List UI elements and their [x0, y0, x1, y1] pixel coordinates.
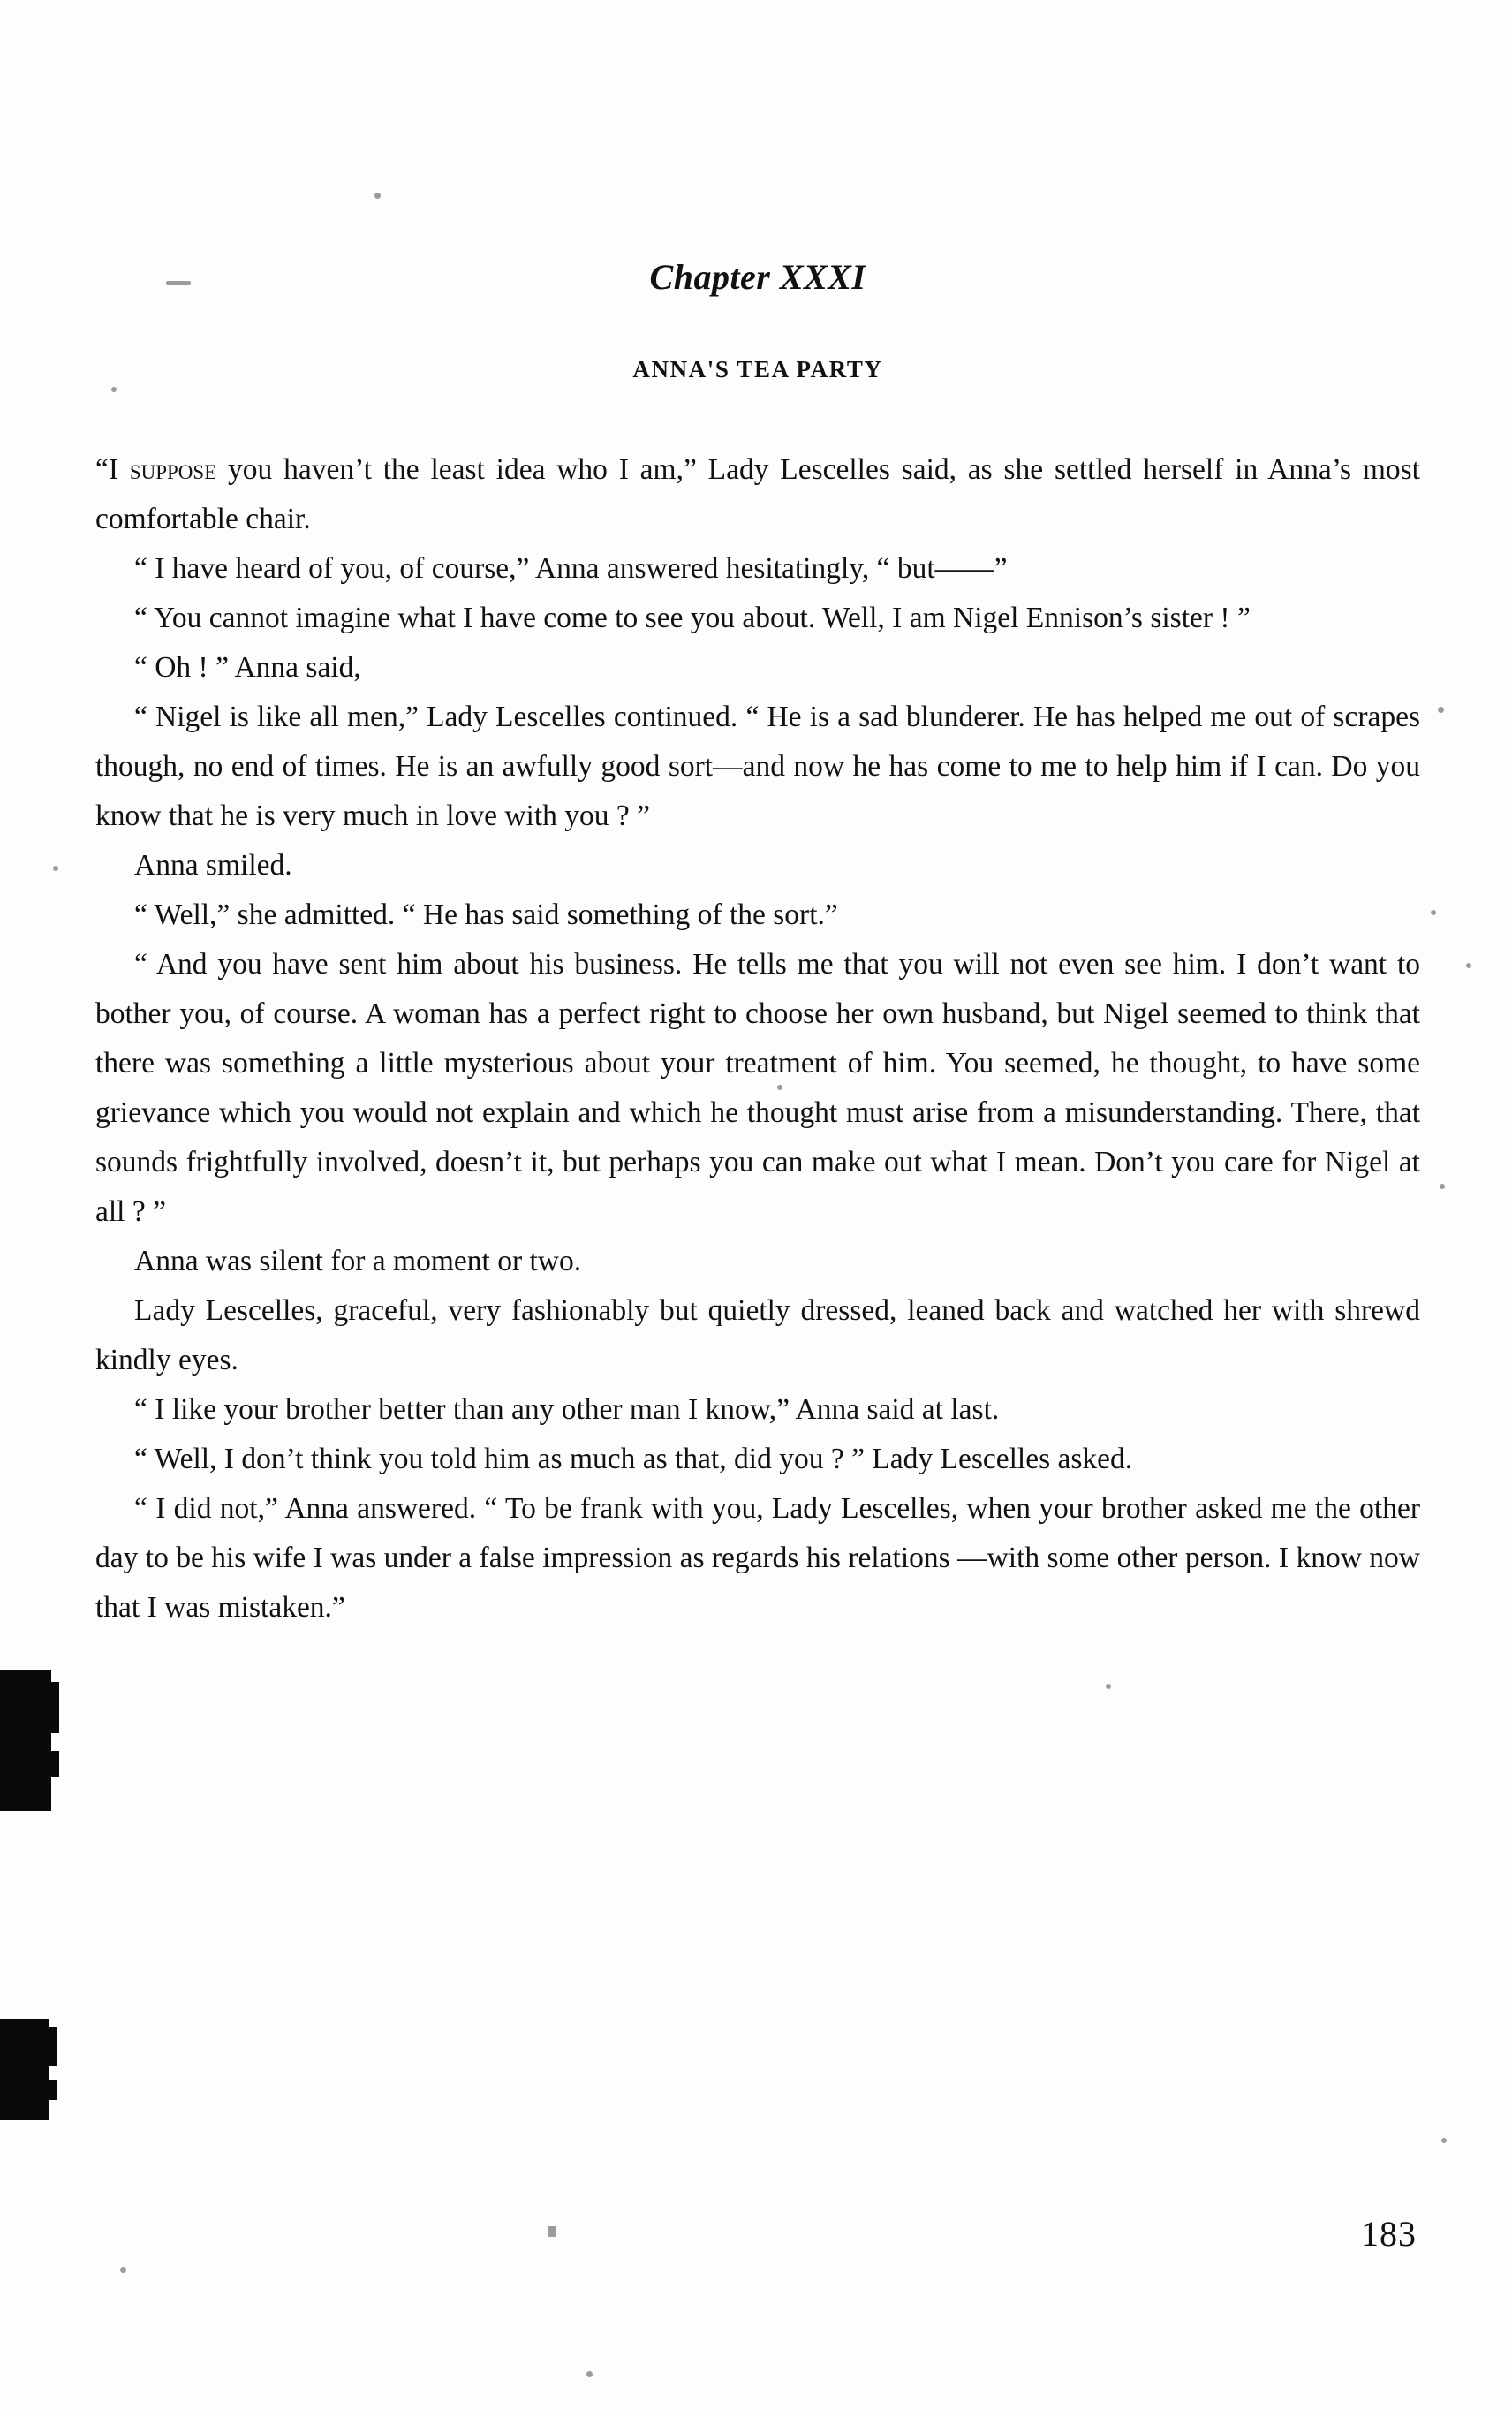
- scan-speck: [548, 2226, 556, 2237]
- paragraph: “I suppose you haven’t the least idea who I am,” Lady Lescelles said, as she settled herself in Anna’s most comfortable chair.: [95, 453, 1420, 535]
- page-number: 183: [1361, 2214, 1417, 2254]
- page-text-block: [95, 256, 1420, 1633]
- scan-speck: [53, 866, 58, 871]
- scan-speck: [1466, 963, 1471, 968]
- scan-speck: [374, 193, 381, 199]
- paragraph: “ Well, I don’t think you told him as much as that, did you ? ” Lady Lescelles asked.: [134, 1443, 1133, 1475]
- paragraph: “ You cannot imagine what I have come to see you about. Well, I am Nigel Ennison’s sister ! ”: [134, 602, 1251, 634]
- paragraph: Lady Lescelles, graceful, very fashionably but quietly dressed, leaned back and watched her with shrewd kindly eyes.: [95, 1294, 1420, 1376]
- chapter-subtitle: ANNA'S TEA PARTY: [632, 356, 883, 383]
- paragraph: “ Oh ! ” Anna said,: [134, 651, 361, 684]
- scan-speck: [1106, 1684, 1111, 1689]
- paragraph: “ And you have sent him about his business. He tells me that you will not even see him. I don’t want to bother you, of course. A woman has a perfect right to choose her own husband, but Nigel seemed to think that there was something a little mysterious about your treatment of him. You seemed, he thought, to have some grievance which you would not explain and which he thought must arise from a misunderstanding. There, that sounds frightfully involved, doesn’t it, but perhaps you can make out what I mean. Don’t you care for Nigel at all ? ”: [95, 948, 1420, 1228]
- binding-mark: [0, 2019, 49, 2120]
- paragraph: “ I have heard of you, of course,” Anna answered hesitatingly, “ but——”: [134, 552, 1008, 585]
- scan-speck: [586, 2371, 593, 2377]
- paragraph: Anna smiled.: [134, 849, 292, 882]
- paragraph: “ I did not,” Anna answered. “ To be frank with you, Lady Lescelles, when your brother asked me the other day to be his wife I was under a false impression as regards his relations —with some other person. I know now that I was mistaken.”: [95, 1492, 1420, 1624]
- scan-speck: [120, 2267, 126, 2273]
- binding-mark: [0, 1670, 51, 1811]
- scan-speck: [1438, 707, 1444, 713]
- scan-speck: [1441, 2138, 1447, 2143]
- chapter-title: Chapter XXXI: [649, 257, 866, 297]
- paragraph: Anna was silent for a moment or two.: [134, 1245, 582, 1277]
- scan-speck: [1431, 910, 1436, 915]
- scan-speck: [1440, 1184, 1445, 1189]
- paragraph: “ I like your brother better than any other man I know,” Anna said at last.: [134, 1393, 1000, 1426]
- paragraph: “ Well,” she admitted. “ He has said something of the sort.”: [134, 898, 838, 931]
- paragraph: “ Nigel is like all men,” Lady Lescelles continued. “ He is a sad blunderer. He has helped me out of scrapes though, no end of times. He is an awfully good sort—and now he has come to me to help him if I can. Do you know that he is very much in love with you ? ”: [95, 701, 1420, 832]
